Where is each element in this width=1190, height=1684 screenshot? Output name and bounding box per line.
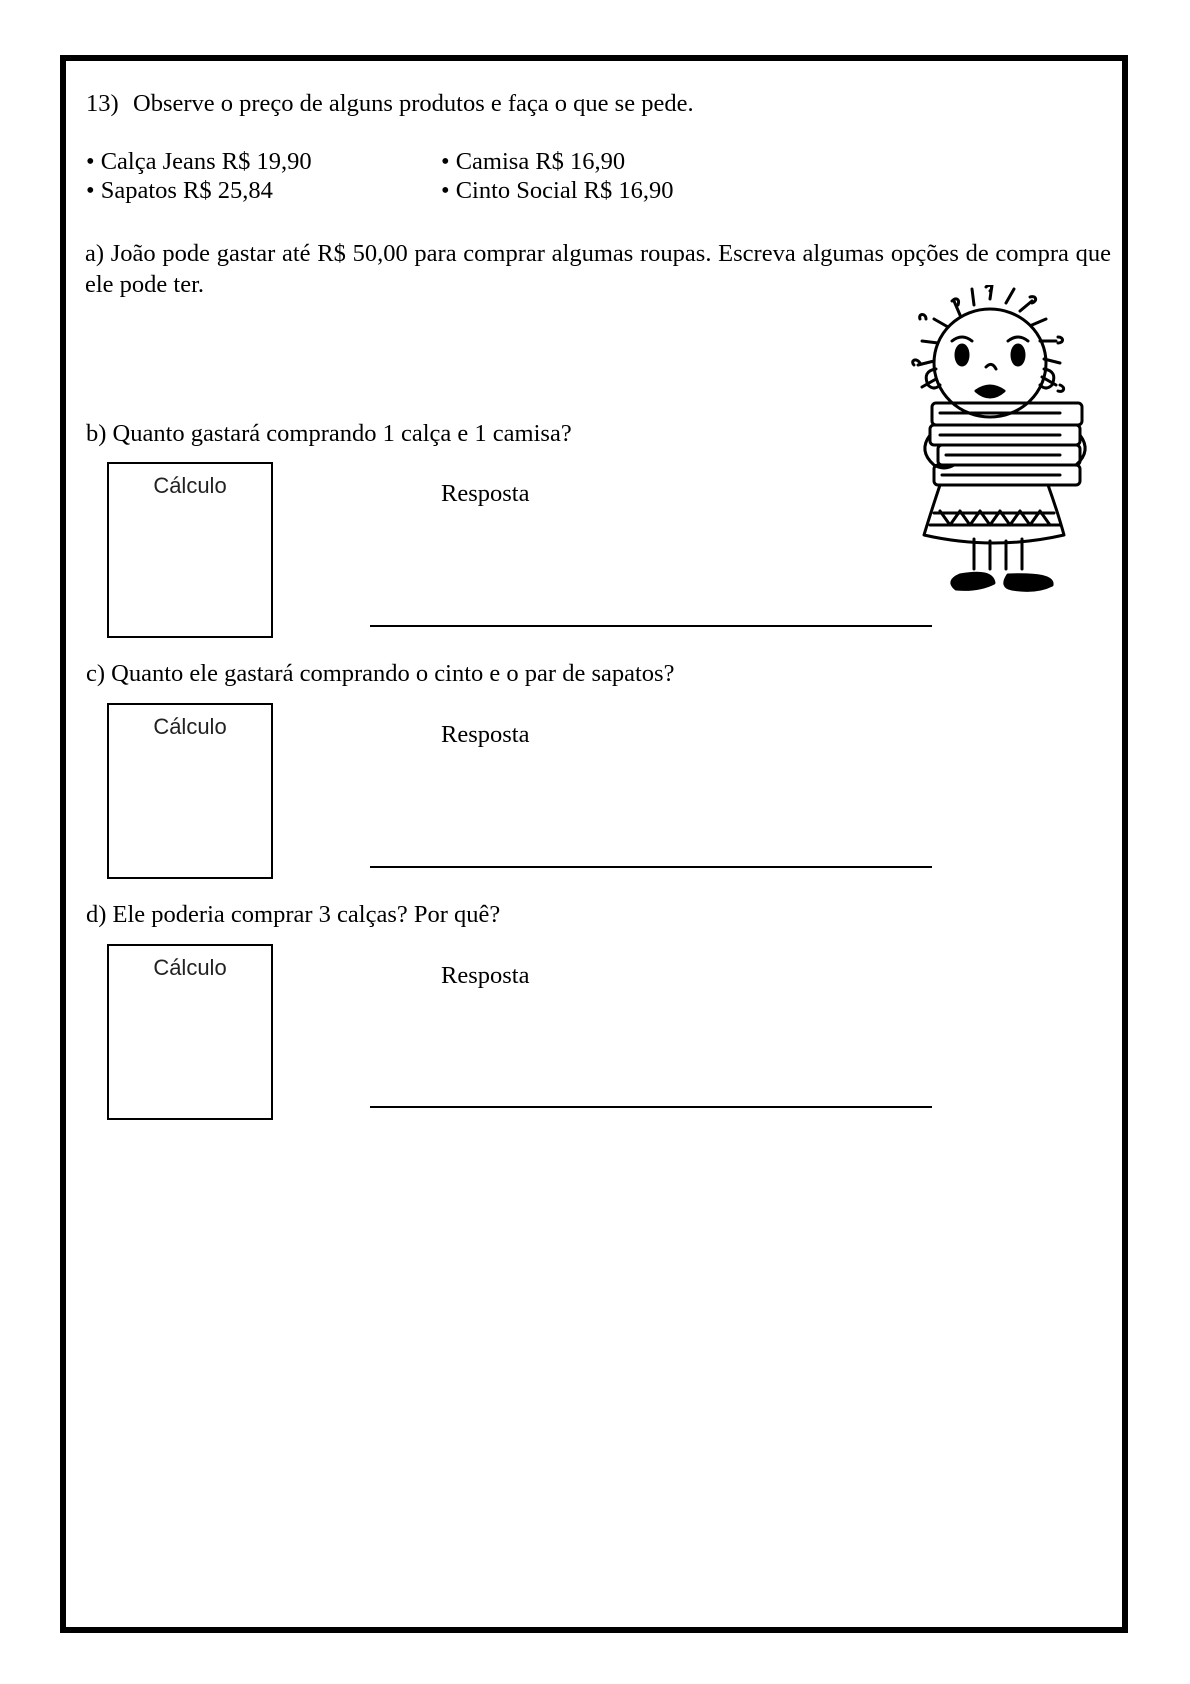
calc-label: Cálculo — [153, 473, 227, 498]
resposta-label-d: Resposta — [441, 962, 530, 989]
answer-line-c[interactable] — [370, 866, 932, 868]
question-prompt: Observe o preço de alguns produtos e faça o que se pede. — [133, 90, 694, 117]
item-d-text: d) Ele poderia comprar 3 calças? Por quê? — [86, 901, 501, 928]
item-a-text: a) João pode gastar até R$ 50,00 para comprar algumas roupas. Escreva algumas opções de compra que ele pode ter. — [85, 240, 1111, 298]
answer-line-b[interactable] — [370, 625, 932, 627]
product-cinto-social: • Cinto Social R$ 16,90 — [441, 177, 674, 204]
product-sapatos: • Sapatos R$ 25,84 — [86, 177, 273, 204]
resposta-label-b: Resposta — [441, 480, 530, 507]
product-camisa: • Camisa R$ 16,90 — [441, 148, 626, 175]
calc-label: Cálculo — [153, 955, 227, 980]
question-number: 13) — [86, 90, 119, 117]
girl-with-books-icon — [890, 285, 1110, 625]
resposta-label-c: Resposta — [441, 721, 530, 748]
answer-line-d[interactable] — [370, 1106, 932, 1108]
calc-box-d[interactable] — [107, 944, 273, 1120]
item-c-text: c) Quanto ele gastará comprando o cinto e o par de sapatos? — [86, 660, 675, 687]
item-b-text: b) Quanto gastará comprando 1 calça e 1 camisa? — [86, 420, 572, 447]
calc-box-b[interactable] — [107, 462, 273, 638]
calc-label: Cálculo — [153, 714, 227, 739]
product-calca-jeans: • Calça Jeans R$ 19,90 — [86, 148, 312, 175]
calc-box-c[interactable] — [107, 703, 273, 879]
